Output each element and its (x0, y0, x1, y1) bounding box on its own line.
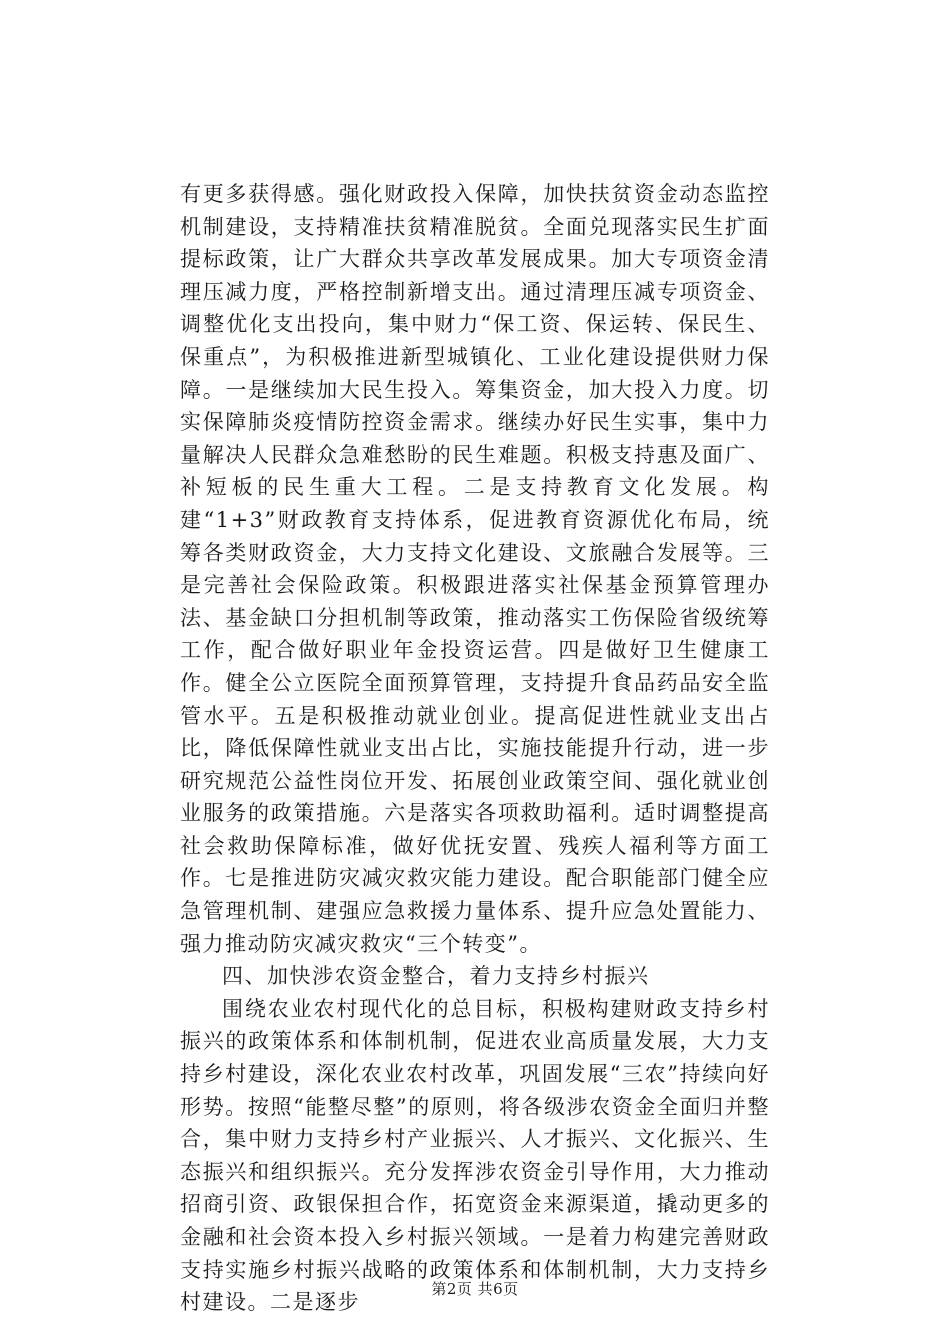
body-paragraph: 围绕农业农村现代化的总目标，积极构建财政支持乡村振兴的政策体系和体制机制，促进农业高质量发展，大力支持乡村建设，深化农业农村改革，巩固发展“三农”持续向好形势。按照“能整尽整”的原则，将各级涉农资金全面归并整合，集中财力支持乡村产业振兴、人才振兴、文化振兴、生态振兴和组织振兴。充分发挥涉农资金引导作用，大力推动招商引资、政银保担合作，拓宽资金来源渠道，撬动更多的金融和社会资本投入乡村振兴领域。一是着力构建完善财政支持实施乡村振兴战略的政策体系和体制机制，大力支持乡村建设。二是逐步 (180, 996, 770, 1315)
document-body (180, 178, 770, 1319)
section-heading: 四、加快涉农资金整合，着力支持乡村振兴 (222, 964, 650, 989)
body-paragraph-continued: 有更多获得感。强化财政投入保障，加快扶贫资金动态监控机制建设，支持精准扶贫精准脱贫。全面兑现落实民生扩面提标政策，让广大群众共享改革发展成果。加大专项资金清理压减力度，严格控制新增支出。通过清理压减专项资金、调整优化支出投向，集中财力“保工资、保运转、保民生、保重点”，为积极推进新型城镇化、工业化建设提供财力保障。一是继续加大民生投入。筹集资金，加大投入力度。切实保障肺炎疫情防控资金需求。继续办好民生实事，集中力量解决人民群众急难愁盼的民生难题。积极支持惠及面广、补短板的民生重大工程。二是支持教育文化发展。构建“1+3”财政教育支持体系，促进教育资源优化布局，统筹各类财政资金，大力支持文化建设、文旅融合发展等。三是完善社会保险政策。积极跟进落实社保基金预算管理办法、基金缺口分担机制等政策，推动落实工伤保险省级统筹工作，配合做好职业年金投资运营。四是做好卫生健康工作。健全公立医院全面预算管理，支持提升食品药品安全监管水平。五是积极推动就业创业。提高促进性就业支出占比，降低保障性就业支出占比，实施技能提升行动，进一步研究规范公益性岗位开发、拓展创业政策空间、强化就业创业服务的政策措施。六是落实各项救助福利。适时调整提高社会救助保障标准，做好优抚安置、残疾人福利等方面工作。七是推进防灾减灾救灾能力建设。配合职能部门健全应急管理机制、建强应急救援力量体系、提升应急处置能力、强力推动防灾减灾救灾“三个转变”。 (180, 182, 770, 956)
page-number-footer: 第2页 共6页 (431, 1280, 519, 1298)
